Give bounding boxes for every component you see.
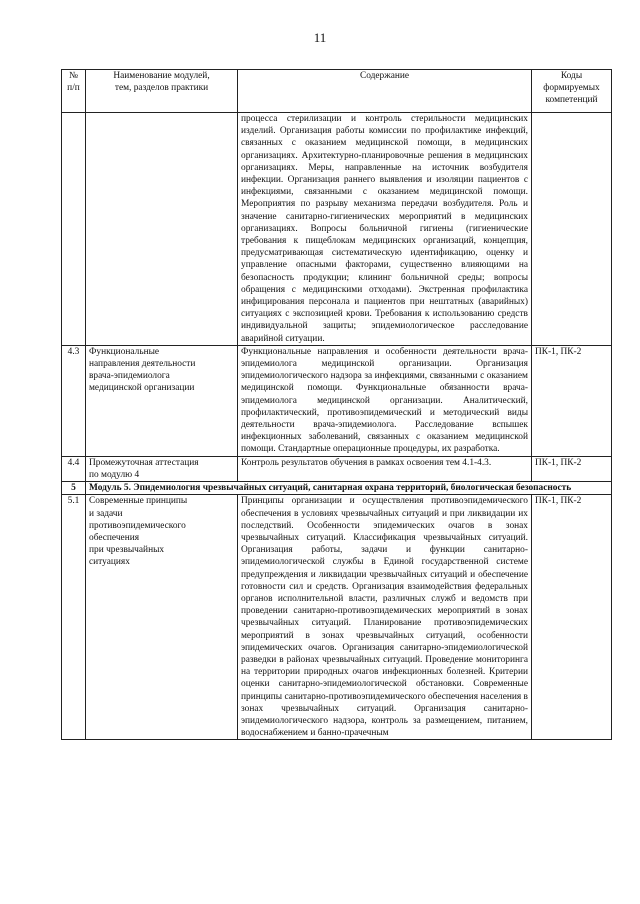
table-row [62,113,612,346]
page-number: 11 [313,30,327,45]
header-module-name: Наименование модулей, тем, разделов практики [86,70,238,113]
row-competence-codes: ПК-1, ПК-2 [532,495,612,740]
row-number: 4.4 [62,456,86,481]
table-row [62,495,612,740]
module-title: Модуль 5. Эпидемиология чрезвычайных ситуаций, санитарная охрана территорий, биологическая безопасность [86,482,612,495]
row-content: Функциональные направления и особенности деятельности врача-эпидемиолога медицинской организации. Организация эпидемиологического надзора за инфекциями, связанными с оказанием медицинской помощи. Функциональные обязанности врача-эпидемиолога медицинской организации. Аналитический, профилактический, противоэпидемический и методический виды деятельности врача-эпидемиолога. Расследование вспышек инфекционных заболеваний, связанных с оказанием медицинской помощи. Стандартные операционные процедуры, их разработка. [238,345,532,456]
row-number [62,113,86,346]
table-row [62,345,612,456]
row-number: 4.3 [62,345,86,456]
curriculum-table [61,69,612,740]
row-competence-codes: ПК-1, ПК-2 [532,456,612,481]
table-row [62,456,612,481]
row-content: Принципы организации и осуществления противоэпидемического обеспечения в условиях чрезвычайных ситуаций и при ликвидации их последствий. Особенности эпидемических очагов в зонах чрезвычайных ситуаций. Классификация чрезвычайных ситуаций. Организация работы, задачи и функции санитарно-эпидемиологической службы в Единой государственной системе предупреждения и ликвидации чрезвычайных ситуаций и обеспечение готовности сил и средств. Организация взаимодействия федеральных органов исполнительной власти, различных служб и ведомств при проведении санитарно-противоэпидемических мероприятий в зонах чрезвычайных ситуаций. Планирование противоэпидемических мероприятий в зонах чрезвычайных ситуаций, особенности эпидемических очагов. Организация санитарно-эпидемиологической разведки в районах чрезвычайных ситуаций. Проведение мониторинга на территории природных очагов инфекционных болезней. Критерии оценки санитарно-эпидемиологической обстановки. Современные принципы санитарно-противоэпидемического обеспечения населения в зонах чрезвычайных ситуаций. Организация санитарно-эпидемиологического надзора, контроль за размещением, питанием, водоснабжением и банно-прачечным [238,495,532,740]
row-competence-codes: ПК-1, ПК-2 [532,345,612,456]
row-topic-name: Промежуточная аттестация по модулю 4 [86,456,238,481]
header-competence-codes: Коды формируемых компетенций [532,70,612,113]
header-number: № п/п [62,70,86,113]
row-content: Контроль результатов обучения в рамках освоения тем 4.1-4.3. [238,456,532,481]
row-topic-name: Функциональные направления деятельности врача-эпидемиолога медицинской организации [86,345,238,456]
module-row [62,482,612,495]
header-content: Содержание [238,70,532,113]
row-number: 5.1 [62,495,86,740]
row-topic-name: Современные принципы и задачи противоэпидемического обеспечения при чрезвычайных ситуациях [86,495,238,740]
row-content: процесса стерилизации и контроль стерильности медицинских изделий. Организация работы комиссии по профилактике инфекций, связанных с оказанием медицинской помощи, в медицинских организациях. Архитектурно-планировочные решения в медицинских организациях. Меры, направленные на источник возбудителя инфекции. Организация раннего выявления и изоляции пациентов с инфекциями, связанными с оказанием медицинской помощи. Мероприятия по разрыву механизма передачи возбудителя. Роль и значение санитарно-гигиенических мероприятий в медицинских организациях. Вопросы больничной гигиены (гигиенические требования к пищеблокам медицинских организаций, концепция, предусматривающая систематическую идентификацию, оценку и управление опасными факторами, существенно влияющими на безопасность продукции; клининг больничной среды; вопросы обращения с медицинскими отходами). Экстренная профилактика инфицирования персонала и пациентов при нештатных (аварийных) ситуациях с экспозицией крови. Требования к использованию средств индивидуальной защиты; эпидемиологическое расследование аварийной ситуации. [238,113,532,346]
row-competence-codes [532,113,612,346]
table-header-row [62,70,612,113]
row-topic-name [86,113,238,346]
module-number: 5 [62,482,86,495]
